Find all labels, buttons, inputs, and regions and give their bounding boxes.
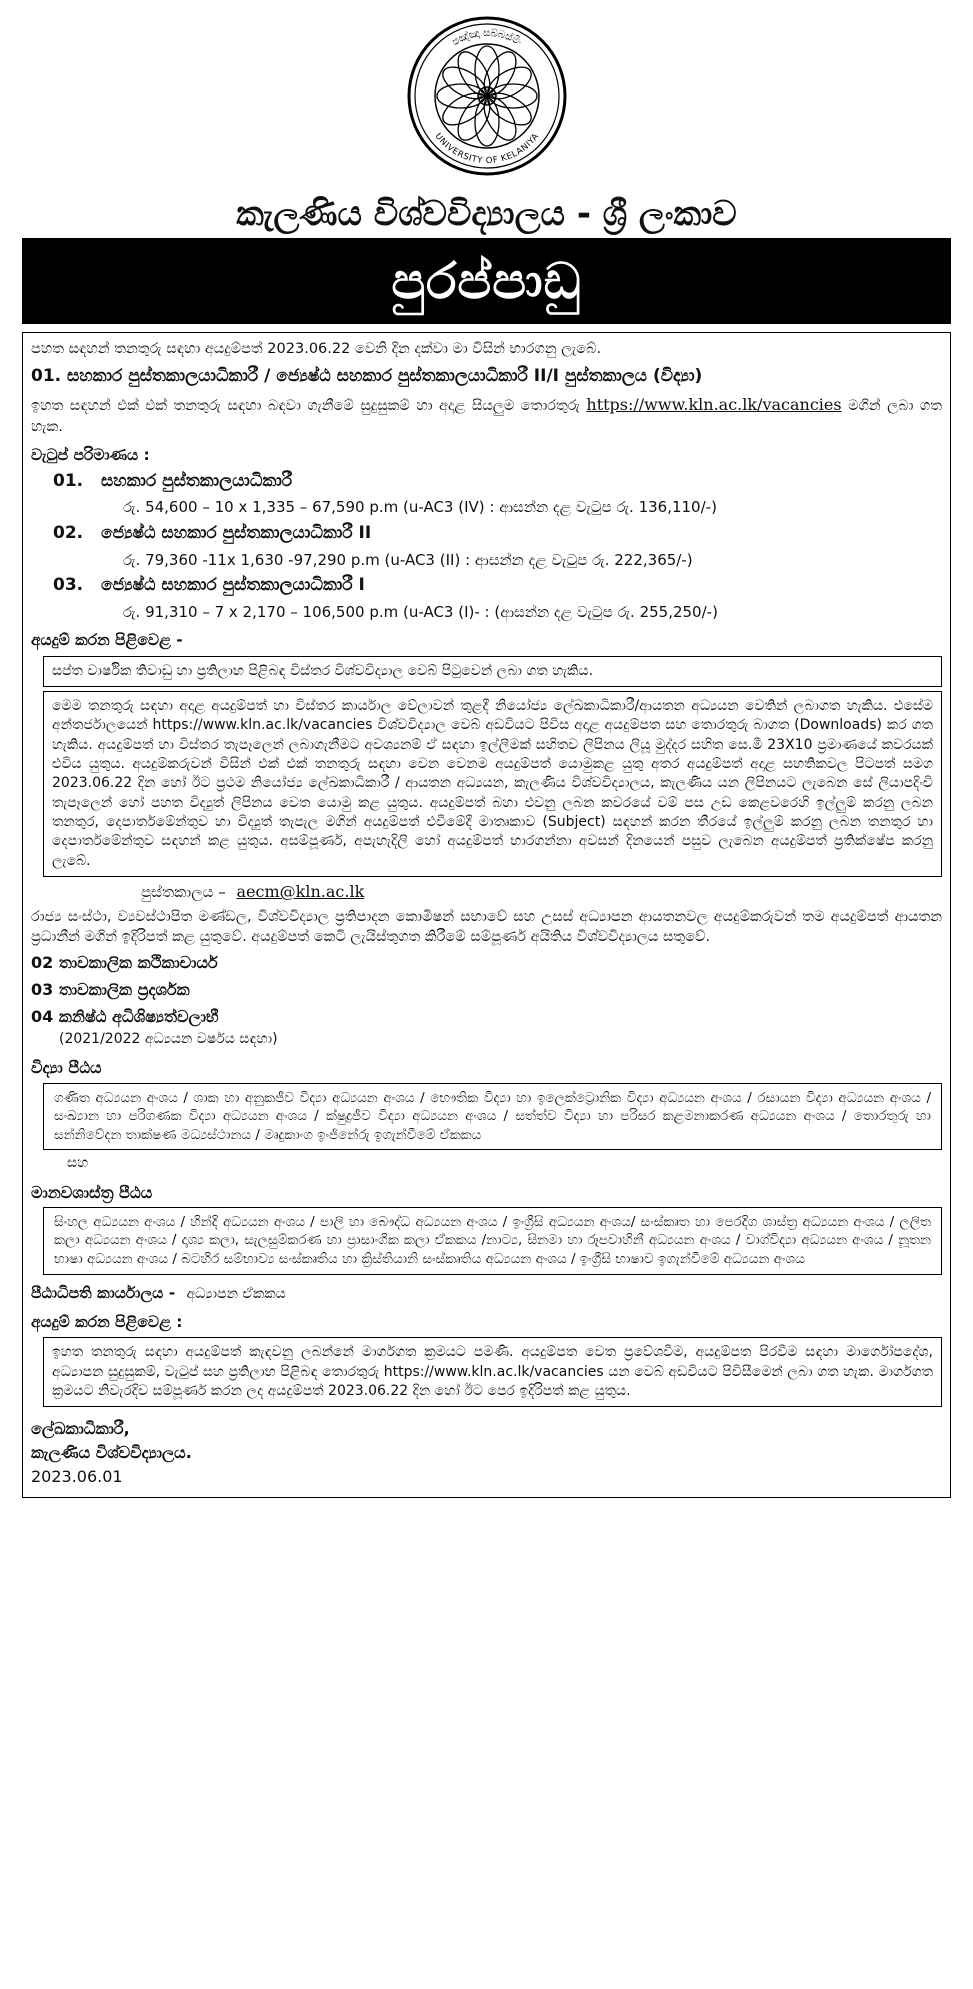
- email-link[interactable]: aecm@kln.ac.lk: [236, 881, 365, 901]
- application-procedure-box: මෙම තනතුරු සඳහා අදාළ අයදුම්පත් හා විස්තර කාර්යාල වේලාවන් තුළදී නියෝජ්‍ය ලේඛකාධිකාරී/ආයතන අධ්‍යයන වෙතින් ලබාගත හැකිය. එසේම අන්තර්ජාලයෙන් https://www.kln.ac.lk/vacancies විශ්වවිද්‍යාල වෙබ් අඩවියට පිවිස අදාළ අයදුම්පත සහ තොරතුරු බාගත (Downloads) කර ගත හැකිය. අයදුම්පත් හා විස්තර තැපෑලෙන් ලබාගැනීමට අවශ්‍යනම් ඒ සඳහා ඉල්ලීමක් සහිතව ලිපිනය ලියූ මුද්දර සහිත සෙ.මී 23X10 ප්‍රමාණයේ කවරයක් එවිය යුතුය. අයදුම්කරුවන් විසින් එක් එක් තනතුරු සඳහා වෙන වෙනම අයදුම්පත් යොමුකළ යුතු අතර අයදුම්පත් අදාළ සහතිකවල පිටපත් සමග 2023.06.22 දින හෝ ඊට ප්‍රථම නියෝජ්‍ය ලේඛකාධිකාරී / ආයතන අධ්‍යයන, කැලණිය විශ්වවිද්‍යාලය, කැලණිය යන ලිපිනයට ලැබෙන සේ ලියාපදිංචි තැපෑලෙන් හෝ පහත විද්‍යුත් ලිපිනය වෙත යොමු කළ යුතුය. අයදුම්පත් බහා එවනු ලබන කවරයේ වම් පස උඩ කෙළවරෙහි ඉල්ලුම් කරනු ලබන තනතුර, දෙපාර්තමේන්තුව හා විද්‍යුත් තැපැල මගින් අයදුම්පත් එවීමේදී මාතෘකාව (Subject) සඳහන් කරන තීරයේ ඉල්ලුම් කරනු ලබන තනතුර හා දෙපාර්තමේන්තුව සඳහන් කළ යුතුය. අසම්පූර්ණ, අපැහැදිලි හෝ අයදුම්පත් භාරගන්නා අවසන් දිනයෙන් පසුව ලැබෙන අයදුම්පත් ප්‍රතික්ෂේප කරනු ලැබේ.: [43, 691, 942, 877]
- humanities-faculty-heading: මානවශාස්ත්‍ර පීඨය: [31, 1182, 153, 1202]
- and-text: සහ: [67, 1155, 89, 1172]
- university-org: කැලණිය විශ්වවිද්‍යාලය.: [31, 1443, 192, 1463]
- post-salary: රු. 91,310 – 7 x 2,170 – 106,500 p.m (u-AC3 (I)- : (ආසන්න දළ වැටුප රු. 255,250/-): [123, 602, 718, 621]
- email-label: පුස්තකාලය –: [141, 882, 226, 901]
- signature-block: [31, 1417, 942, 1489]
- post-number: 03.: [53, 575, 84, 596]
- dean-office-line: [31, 1283, 942, 1304]
- svg-text:UNIVERSITY OF KELANIYA: UNIVERSITY OF KELANIYA: [432, 131, 541, 167]
- temporary-lecturer-heading: 02 තාවකාලික කථිකාචාර්ය: [31, 952, 218, 972]
- post-number: 01.: [53, 470, 84, 491]
- academic-year-note: (2021/2022 අධ්‍යයන වර්ෂය සඳහා): [59, 1031, 278, 1048]
- email-line: [141, 881, 942, 903]
- university-name: කැලණිය විශ්වවිද්‍යාලය - ශ්‍රී ලංකාව: [236, 194, 737, 234]
- online-application-box: ඉහත තනතුරු සඳහා අයදුම්පත් කැඳවනු ලබන්නේ මාර්ගගත ක්‍රමයට පමණි. අයදුම්පත වෙත ප්‍රවේශවීම, අයදුම්පත පිරවීම සඳහා මාර්ගෝපදේශ, අධ්‍යාපන සුදුසුකම්, වැටුප් සහ ප්‍රතිලාභ පිළිබඳ තොරතුරු https://www.kln.ac.lk/vacancies යන වෙබ් අඩවියට පිවිසීමෙන් ලබා ගත හැක. මාර්ගගත ක්‍රමයට නිවැරදිව සම්පූර්ණ කරන ලද අයදුම්පත් 2023.06.22 දින හෝ ඊට පෙර ඉදිරිපත් කළ යුතුය.: [43, 1337, 942, 1407]
- dean-office-label: පීඨාධිපති කාර්යාලය -: [31, 1283, 176, 1302]
- humanities-departments: සිංහල අධ්‍යයන අංශය / හින්දි අධ්‍යයන අංශය / පාලි හා බෞද්ධ අධ්‍යයන අංශය / ඉංග්‍රීසි අධ්‍යයන අංශය/ සංස්කෘත හා පෙරදිග ශාස්ත්‍ර අධ්‍යයන අංශය / ලලිත කලා අධ්‍යයන අංශය / දෘශ්‍ය කලා, සැලසුම්කරණ හා ප්‍රාසාංගික කලා ඒකකය /නාට්‍ය, සිනමා හා රූපවාහිනී අධ්‍යයන අංශය / වාග්විද්‍යා අධ්‍යයන අංශය / නූතන භාෂා අධ්‍යයන අංශය / බටහිර සම්භාව්‍ය සංස්කෘතිය හා ක්‍රිස්තියානි සංස්කෘතිය අධ්‍යයන අංශය / ඉංග්‍රීසි භාෂාව ඉගැන්වීමේ අධ්‍යයන අංශය: [43, 1207, 942, 1275]
- intro-text: පහත සඳහන් තනතුරු සඳහා අයදුම්පත් 2023.06.22 වෙනි දින දක්වා මා විසින් භාරගනු ලැබේ.: [31, 341, 602, 357]
- info-paragraph: [31, 394, 942, 436]
- svg-text:පඤ්ඤා සබ්බස්මිං: පඤ්ඤා සබ්බස්මිං: [449, 27, 524, 49]
- post-title: සහකාර පුස්තකාලයාධිකාරී: [101, 470, 293, 491]
- post-item: [53, 470, 942, 518]
- leave-benefits-box: සප්ත වාර්ෂික තිවාඩු හා ප්‍රතිලාභ පිළිබඳ විස්තර විශ්වවිද්‍යාල වෙබ් පිටුවෙන් ලබා ගත හැකිය.: [43, 656, 942, 687]
- vacancies-banner: පුරප්පාඩු: [22, 238, 951, 324]
- info-text: ඉහත සඳහන් එක් එක් තනතුරු සඳහා බඳවා ගැනීමේ සුදුසුකම් හා අදාළ සියලුම තොරතුරු: [31, 398, 580, 415]
- notice-date: 2023.06.01: [31, 1467, 123, 1487]
- apply-heading: අයදුම් කරන පිළිවෙළ -: [31, 631, 183, 650]
- post-salary: රු. 54,600 – 10 x 1,335 – 67,590 p.m (u-AC3 (IV) : ආසන්න දළ වැටුප රු. 136,110/-): [123, 498, 717, 517]
- dean-office-note: අධ්‍යාපන ඒකකය: [186, 1285, 286, 1302]
- science-faculty-heading: විද්‍යා පීඨය: [31, 1058, 102, 1078]
- post-title: ජ්‍යෙෂ්ඨ සහකාර පුස්තකාලයාධිකාරී I: [101, 575, 365, 596]
- notice-section-1: [22, 332, 951, 1498]
- post-salary: රු. 79,360 -11x 1,630 -97,290 p.m (u-AC3 (II) : ආසන්න දළ වැටුප රු. 222,365/-): [123, 550, 693, 569]
- post-item: [53, 522, 942, 570]
- post-number: 02.: [53, 523, 84, 544]
- registrar-title: ලේඛකාධිකාරී,: [31, 1419, 130, 1439]
- closing-paragraph: රාජ්‍ය සංස්ථා, ව්‍යවස්ථාපිත මණ්ඩල, විශ්වවිද්‍යාල ප්‍රතිපාදන කොමිෂන් සභාවේ සහ උසස් අධ්‍යාපන ආයතනවල අයදුම්කරුවන් තම අයදුම්පත් ආයතන ප්‍රධානීන් මගින් ඉදිරිපත් කළ යුතුවේ. අයදුම්පත් කෙටි ලැයිස්තුගත කිරීමේ සම්පූර්ණ අයිතිය විශ්වවිද්‍යාලය සතුවේ.: [31, 908, 942, 945]
- salary-heading: වැටුප් පරිමාණය :: [31, 445, 150, 464]
- vacancies-link[interactable]: https://www.kln.ac.lk/vacancies: [586, 395, 842, 415]
- section1-title: 01. සහකාර පුස්තකාලයාධිකාරී / ජ්‍යෙෂ්ඨ සහකාර පුස්තකාලයාධිකාරී II/I පුස්තකාලය (විද්‍යා): [31, 366, 703, 386]
- university-seal: [22, 0, 951, 186]
- university-seal-logo: [402, 8, 572, 184]
- junior-fellow-heading: 04 කනිෂ්ඨ අධිශිෂ්‍යත්වලාභී: [31, 1007, 219, 1027]
- info-suffix: මගින් ලබා ගත හැක.: [31, 398, 943, 435]
- post-title: ජ්‍යෙෂ්ඨ සහකාර පුස්තකාලයාධිකාරී II: [101, 523, 372, 544]
- apply-heading-2: අයදුම් කරන පිළිවෙළ :: [31, 1313, 183, 1332]
- post-item: [53, 574, 942, 622]
- temporary-demonstrator-heading: 03 තාවකාලික ප්‍රදර්ශක: [31, 979, 190, 999]
- science-departments: ගණිත අධ්‍යයන අංශය / ශාක හා අනුකජීව විද්‍යා අධ්‍යයන අංශය / භෞතික විද්‍යා හා ඉලෙක්ට්‍රොනික විද්‍යා අධ්‍යයන අංශය / රසායන විද්‍යා අධ්‍යයන අංශය / සංඛ්‍යාන හා පරිගණක විද්‍යා අධ්‍යයන අංශය / ක්ෂුද්‍රජීව විද්‍යා අධ්‍යයන අංශය / සත්ත්ව විද්‍යා හා පරිසර කළමනාකරණ අධ්‍යයන අංශය / තොරතුරු හා සන්නිවේදන තාක්ෂණ මධ්‍යස්ථානය / මෘදුකාංග ඉංජිනේරු ඉගැන්වීමේ ඒකකය: [43, 1083, 942, 1151]
